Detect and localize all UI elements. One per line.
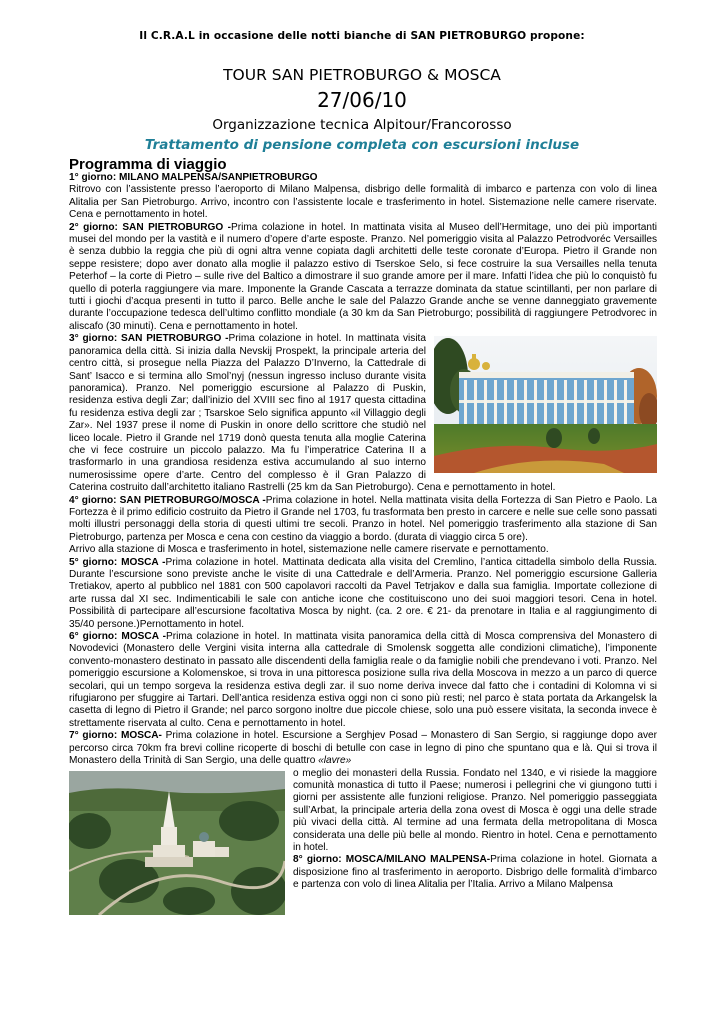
day-3-text: Prima colazione in hotel. In mattinata visita panoramica della città. Si inizia dalla Nevskij Prospekt, la principale arteria del centro città, si prosegue nella Piazza del Palazzo D’Inverno, la Cattedrale di Sant’ Isacco e si termina allo Smol’nyj (nessun ingresso incluso durante visita panoramica). Pranzo. Nel pomeriggio escursione al Palazzo di Puskin, residenza estiva degli Zar; dall’inizio del XVIII sec fino al 1917 questa cittadina fu residenza estiva degli zar ; Tsarskoe Selo significa appunto «il Villaggio degli Zar». Nel 1937 prese il nome di Puskin in onore dello scrittore che studiò nel liceo locale. Pietro il Grande nel 1719 donò questa tenuta alla moglie Caterina che vi fece costruire un piccolo palazzo. Ma fu l’imperatrice Caterina II a trasformarlo in una grandiosa residenza estiva accumulando al suo interno numerosissime opere d’arte. Centro del complesso è il Gran Palazzo di Caterina costruito dall’architetto italiano Rastrelli (25 km da San Pietroburgo). Cena e pernottamento in hotel. bbox=[69, 333, 556, 494]
day-5-heading: 5° giorno: MOSCA - bbox=[69, 556, 166, 568]
day-7 bbox=[69, 730, 657, 767]
day-2 bbox=[69, 222, 657, 334]
program-body bbox=[69, 172, 657, 1024]
day-8-heading: 8° giorno: MOSCA/MILANO MALPENSA- bbox=[293, 854, 491, 866]
day-2-heading: 2° giorno: SAN PIETROBURGO - bbox=[69, 221, 232, 233]
day-8-text: Prima colazione in hotel. Giornata a disposizione fino al trasferimento in aeroporto. Disbrigo delle formalità d’imbarco e partenza con volo di linea Alitalia per l’Italia. Arrivo a Milano Malpensa bbox=[293, 854, 657, 891]
tour-title: TOUR SAN PIETROBURGO & MOSCA bbox=[223, 66, 501, 84]
catherine-palace-photo bbox=[434, 336, 657, 473]
day-6 bbox=[69, 631, 657, 730]
palace-image bbox=[434, 336, 657, 473]
day-3-heading: 3° giorno: SAN PIETROBURGO - bbox=[69, 333, 229, 345]
day-4-text: Prima colazione in hotel. Nella mattinata visita della Fortezza di San Pietro e Paolo. La Fortezza è il primo edificio costruito da Pietro il Grande nel 1703, fu trasformata ben presto in carcere e nelle sue celle sono passati molti illustri personaggi della storia di questi ultimi tre secoli. Pranzo in hotel. Nel pomeriggio trasferimento alla stazione di San Pietroburgo, partenza per Mosca e cena con cestino da viaggio a bordo. (durata di viaggio circa 5 ore). bbox=[69, 494, 657, 543]
day-1-heading: 1° giorno: MILANO MALPENSA/SANPIETROBURGO bbox=[69, 172, 318, 183]
day-7-lavre: «lavre» bbox=[318, 755, 352, 767]
intro-line: Il C.R.A.L in occasione delle notti bianche di SAN PIETROBURGO propone: bbox=[139, 30, 585, 42]
day-4 bbox=[69, 495, 657, 557]
day-1 bbox=[69, 172, 657, 222]
kolomenskoe-church-photo bbox=[69, 771, 285, 915]
day-5-text: Prima colazione in hotel. Mattinata dedicata alla visita del Cremlino, l’antica cittadella simbolo della Russia. Durante l’escursione sono previste anche le visite di una Cattedrale e dell’Armeria. Pranzo. Nel pomeriggio escursione Galleria Tretiakov, aperto al pubblico nel 1881 con 500 capolavori raccolti da Pavel Tetrjakov e dalla sua famiglia. Importate collezione di arte russa dal XI sec. Indimenticabili le sale con antiche icone che costituiscono uno dei suoi maggiori tesori. Cena in hotel. Possibilità di partecipare all’escursione facoltativa Mosca by night. (ca. 2 ore. € 21- da prenotare in Italia e al raggiungimento di 35/40 persone.)Pernottamento in hotel. bbox=[69, 556, 657, 630]
day-6-heading: 6° giorno: MOSCA - bbox=[69, 631, 166, 643]
day-7-text-a: Prima colazione in hotel. Escursione a Serghjev Posad – Monastero di San Sergio, si raggiunge dopo aver percorso circa 70km fra brevi colline ricoperte di boschi di betulle con case in legno di pino che spuntano qua e là. Qui si trova il Monastero della Trinità di San Sergio, una delle quattro bbox=[69, 730, 657, 767]
day-4-arrival: Arrivo alla stazione di Mosca e trasferimento in hotel, sistemazione nelle camere riservate e pernottamento. bbox=[69, 544, 549, 556]
day-5 bbox=[69, 557, 657, 631]
board-subtitle: Trattamento di pensione completa con escursioni incluse bbox=[144, 137, 580, 153]
day-2-text: Prima colazione in hotel. In mattinata visita al Museo dell’Hermitage, uno dei più importanti musei del mondo per la vastità e il numero d’opere d’arte esposte. Pranzo. Nel pomeriggio visita al Palazzo Petrodvoréc Versailles è senza dubbio la reggia che più di ogni altra venne copiata dagli architetti delle teste coronate d’Europa. Pietro il Grande non seppe resistere; dopo aver donato alla moglie il palazzo estivo di Tserskoe Selo, si fece costruire la sua Versailles nella tenuta Peterhof – la corte di Pietro – sulle rive del Baltico a dimostrare il suo grande amore per il mare. Infatti l’idea che più lo conquistò fu quello di poterla raggiungere via mare. Imponente la Grande Cascata a terrazze dominata da statue scintillanti, per non parlare di tutti i giochi d’acqua presenti in tutto il parco. Belle anche le sale del Palazzo Grande anche se venne danneggiato gravemente durante l’occupazione tedesca dell’ultimo conflitto mondiale (a 30 km da San Pietroburgo; possibilità di raggiungere Petrodvorec in aliscafo (30 minuti). Cena e pernottamento in hotel. bbox=[69, 221, 657, 332]
church-image bbox=[69, 771, 285, 915]
day-1-text: Ritrovo con l’assistente presso l’aeroporto di Milano Malpensa, disbrigo delle formalità di imbarco e partenza con volo di linea Alitalia per San Pietroburgo. Arrivo, incontro con l’assistente locale e trasferimento in hotel. Sistemazione nelle camere riservate. Cena e pernottamento in hotel. bbox=[69, 184, 657, 221]
day-7-heading: 7° giorno: MOSCA- bbox=[69, 730, 162, 742]
organization-line: Organizzazione tecnica Alpitour/Francorosso bbox=[212, 117, 512, 133]
day-4-heading: 4° giorno: SAN PIETROBURGO/MOSCA - bbox=[69, 494, 266, 506]
tour-date: 27/06/10 bbox=[317, 88, 407, 112]
day-7-text-b: o meglio dei monasteri della Russia. Fondato nel 1340, e vi risiede la maggiore comunità monastica di tutto il Paese; numerosi i pellegrini che vi giungono tutti i giorni per assistente alle funzioni religiose. Pranzo. Nel pomeriggio passeggiata sull’Arbat, la principale arteria della zona ovest di Mosca è oggi una delle strade più vivaci della città. Al termine ad una fermata della metropolitana di Mosca considerata una delle più belle al mondo. Rientro in hotel. Cena e pernottamento in hotel. bbox=[293, 767, 657, 853]
day-6-text: Prima colazione in hotel. In mattinata visita panoramica della città di Mosca comprensiva del Monastero di Novodevici (Monastero delle Vergini visita interna alla cattedrale di Smolensk soggetta alle condizioni climatiche), l’imponente convento-monastero destinato in passato alle discendenti della famiglia reale o da famiglie nobili che prendevano i voti. Pranzo. Nel pomeriggio escursione a Kolomenskoe, si trova in una pittoresca posizione sulla riva della Moscova in mezzo a un parco di querce secolari, qui un tempo sorgeva la residenza estiva degli zar. il suo nome deriva invece dal fatto che i contadini di Kolomna vi si rifugiarono per sfuggire ai Tartari. Dell’antica residenza estiva oggi non ci sono più resti; nel parco è stata portata da Arkangelsk la casetta di legno di Pietro il Grande; nel parco sorgono inoltre due piccole chiese, solo una può essere visitata, la seconda invece è strettamente riservata al culto. Cena e pernottamento in hotel. bbox=[69, 631, 657, 729]
program-heading: Programma di viaggio bbox=[69, 156, 227, 173]
